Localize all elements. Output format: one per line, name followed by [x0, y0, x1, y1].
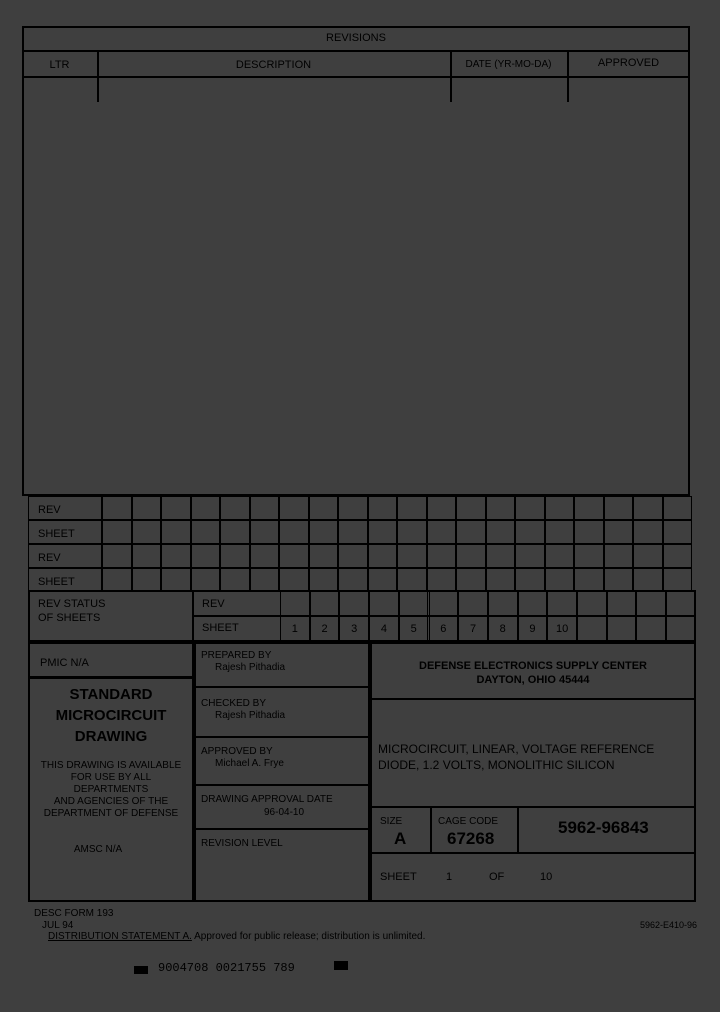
rev-grid-cell	[456, 520, 486, 544]
rev-grid-cell	[663, 568, 693, 592]
rev-grid-cell	[161, 496, 191, 520]
rev-grid-cell	[515, 568, 545, 592]
rev-grid-cell	[427, 568, 457, 592]
revision-level-label: REVISION LEVEL	[201, 838, 283, 849]
rev-status-sheet: SHEET	[202, 622, 239, 634]
availability-line-2: FOR USE BY ALL	[70, 772, 152, 783]
rev-grid-cell	[486, 544, 516, 568]
rev-grid-cell	[338, 496, 368, 520]
rev-grid-cell	[309, 544, 339, 568]
rev-grid-cell	[338, 520, 368, 544]
rev-status-label: REV STATUS	[38, 598, 106, 610]
rev-status-cell	[458, 616, 488, 642]
sheet-number-cell: 7	[469, 623, 477, 635]
rev-grid-cell	[663, 520, 693, 544]
rev-grid-cell	[604, 568, 634, 592]
rev-status-cell	[429, 590, 459, 616]
rev-grid-cell	[427, 520, 457, 544]
form-number: DESC FORM 193	[34, 908, 114, 919]
rev-grid-cell	[427, 544, 457, 568]
rev-grid-cell	[574, 520, 604, 544]
rev-grid-cell	[397, 520, 427, 544]
barcode-mark-right	[334, 961, 348, 970]
supply-center-name: DEFENSE ELECTRONICS SUPPLY CENTER	[419, 660, 647, 672]
checked-by-name: Rajesh Pithadia	[215, 710, 286, 721]
rev-grid-cell	[368, 568, 398, 592]
rev-row-label-2: REV	[38, 552, 61, 564]
sheet-number-cell: 1	[291, 623, 298, 635]
rev-grid-cell	[279, 496, 309, 520]
standard-title-2: MICROCIRCUIT	[55, 707, 167, 724]
rev-grid-cell	[191, 544, 221, 568]
description-header: DESCRIPTION	[235, 59, 312, 71]
date-header: DATE (YR-MO-DA)	[465, 59, 552, 70]
sheet-number-cell: 8	[499, 623, 506, 635]
revisions-title: REVISIONS	[326, 32, 386, 44]
availability-line-5: DEPARTMENT OF DEFENSE	[43, 808, 179, 819]
rev-grid-cell	[486, 520, 516, 544]
rev-status-cell	[577, 590, 607, 616]
rev-grid-cell	[456, 544, 486, 568]
rev-grid-cell	[250, 568, 280, 592]
rev-grid-cell	[220, 496, 250, 520]
rev-grid-cell	[397, 544, 427, 568]
rev-status-cell	[310, 590, 340, 616]
distribution-statement-text: Approved for public release; distribution is unlimited.	[194, 931, 426, 942]
rev-grid-cell	[220, 520, 250, 544]
rev-status-cell	[488, 590, 518, 616]
rev-status-cell	[636, 590, 666, 616]
rev-status-cell	[607, 590, 637, 616]
rev-grid-cell	[102, 496, 132, 520]
rev-grid-cell	[574, 568, 604, 592]
rev-grid-cell	[279, 544, 309, 568]
rev-grid-cell	[486, 568, 516, 592]
availability-line-4: AND AGENCIES OF THE	[53, 796, 169, 807]
rev-grid-cell	[397, 568, 427, 592]
rev-grid-cell	[397, 496, 427, 520]
rev-status-cell	[369, 590, 399, 616]
prepared-by-name: Rajesh Pithadia	[215, 662, 286, 673]
rev-status-cell	[458, 590, 488, 616]
size-label: SIZE	[380, 816, 403, 827]
of-sheets-label: OF SHEETS	[38, 612, 101, 624]
distribution-statement-label: DISTRIBUTION STATEMENT A.	[48, 931, 192, 942]
rev-grid-cell	[191, 520, 221, 544]
rev-grid-cell	[309, 520, 339, 544]
rev-status-cell	[280, 590, 310, 616]
rev-grid-cell	[604, 544, 634, 568]
sheet-number-cell: 10	[556, 623, 569, 635]
drawing-title-line-2: DIODE, 1.2 VOLTS, MONOLITHIC SILICON	[378, 758, 615, 772]
size-value: A	[394, 829, 407, 848]
rev-status-cell	[577, 616, 607, 642]
rev-grid-cell	[250, 496, 280, 520]
rev-status-cell	[607, 616, 637, 642]
form-date: JUL 94	[42, 920, 74, 931]
rev-grid-cell	[338, 568, 368, 592]
rev-status-cell	[399, 590, 429, 616]
rev-grid-cell	[102, 568, 132, 592]
rev-grid-cell	[279, 520, 309, 544]
barcode-text: 9004708 0021755 789	[158, 961, 295, 975]
sheet-row-label-1: SHEET	[38, 528, 75, 540]
rev-status-cell	[339, 590, 369, 616]
rev-status-cell	[399, 616, 429, 642]
rev-grid-cell	[132, 544, 162, 568]
sheet-number: 1	[446, 871, 453, 883]
cage-code-value: 67268	[447, 829, 495, 848]
rev-status-cell	[547, 616, 577, 642]
rev-grid-cell	[663, 544, 693, 568]
distribution-label	[48, 931, 425, 942]
rev-grid-cell	[191, 568, 221, 592]
rev-grid-cell	[220, 544, 250, 568]
rev-grid-cell	[161, 520, 191, 544]
approval-date-value: 96-04-10	[264, 807, 305, 818]
standard-title-3: DRAWING	[74, 728, 148, 745]
rev-grid-cell	[604, 496, 634, 520]
rev-status-cell	[429, 616, 459, 642]
rev-grid-cell	[191, 496, 221, 520]
rev-grid-cell	[161, 544, 191, 568]
rev-grid-cell	[102, 520, 132, 544]
approved-header: APPROVED	[597, 57, 660, 69]
rev-status-cell	[547, 590, 577, 616]
rev-status-rev: REV	[202, 598, 225, 610]
rev-grid-cell	[220, 568, 250, 592]
rev-grid-cell	[486, 496, 516, 520]
rev-status-cell	[518, 616, 548, 642]
prepared-by-label: PREPARED BY	[201, 650, 272, 661]
availability-line-1: THIS DRAWING IS AVAILABLE	[40, 760, 182, 771]
sheet-label: SHEET	[380, 871, 417, 883]
rev-grid-cell	[309, 496, 339, 520]
barcode-mark-left	[134, 966, 148, 974]
rev-grid-cell	[368, 520, 398, 544]
rev-grid-cell	[545, 496, 575, 520]
supply-center-location: DAYTON, OHIO 45444	[476, 674, 590, 686]
rev-grid-cell	[633, 496, 663, 520]
rev-status-cell	[636, 616, 666, 642]
rev-grid-cell	[633, 544, 663, 568]
sheet-number-cell: 2	[321, 623, 328, 635]
rev-status-cell	[310, 616, 340, 642]
rev-grid-cell	[604, 520, 634, 544]
standard-title-1: STANDARD	[69, 686, 153, 703]
rev-grid-cell	[545, 544, 575, 568]
rev-grid-cell	[161, 568, 191, 592]
rev-grid-cell	[515, 544, 545, 568]
sheet-number-cell: 6	[440, 623, 447, 635]
rev-grid-cell	[633, 520, 663, 544]
drawing-number: 5962-96843	[558, 818, 649, 837]
rev-grid-cell	[132, 496, 162, 520]
rev-status-cell	[488, 616, 518, 642]
rev-grid-cell	[545, 520, 575, 544]
revisions-block	[22, 26, 690, 496]
approval-date-label: DRAWING APPROVAL DATE	[201, 794, 333, 805]
rev-grid-cell	[250, 520, 280, 544]
rev-grid-cell	[663, 496, 693, 520]
rev-grid-cell	[132, 568, 162, 592]
ltr-header: LTR	[49, 59, 70, 71]
availability-line-3: DEPARTMENTS	[73, 784, 149, 795]
rev-grid-cell	[515, 520, 545, 544]
rev-grid-cell	[515, 496, 545, 520]
sheet-of: OF	[489, 871, 505, 883]
rev-status-cell	[280, 616, 310, 642]
checked-by-label: CHECKED BY	[201, 698, 267, 709]
rev-status-cell	[666, 616, 696, 642]
rev-grid-cell	[279, 568, 309, 592]
document-code: 5962-E410-96	[640, 920, 698, 930]
rev-status-cell	[518, 590, 548, 616]
rev-grid-cell	[250, 544, 280, 568]
approved-by-name: Michael A. Frye	[215, 758, 284, 769]
rev-row-label-1: REV	[38, 504, 61, 516]
rev-grid-cell	[102, 544, 132, 568]
sheet-number-cell: 5	[410, 623, 417, 635]
rev-grid-cell	[633, 568, 663, 592]
sheet-number-cell: 3	[351, 623, 358, 635]
sheet-number-cell: 9	[529, 623, 536, 635]
rev-grid-cell	[456, 496, 486, 520]
drawing-title-line-1: MICROCIRCUIT, LINEAR, VOLTAGE REFERENCE	[378, 742, 655, 756]
rev-grid-cell	[309, 568, 339, 592]
signature-column	[194, 642, 370, 902]
rev-grid-cell	[338, 544, 368, 568]
rev-grid-cell	[574, 496, 604, 520]
rev-grid-cell	[368, 496, 398, 520]
rev-grid-cell	[545, 568, 575, 592]
rev-grid-cell	[427, 496, 457, 520]
rev-grid-cell	[574, 544, 604, 568]
approved-by-label: APPROVED BY	[201, 746, 273, 757]
cage-code-label: CAGE CODE	[438, 816, 499, 827]
rev-status-cell	[339, 616, 369, 642]
rev-grid-cell	[368, 544, 398, 568]
amsc-label: AMSC N/A	[73, 844, 123, 855]
sheet-row-label-2: SHEET	[38, 576, 75, 588]
sheet-number-cell: 4	[380, 623, 387, 635]
rev-status-cell	[369, 616, 399, 642]
pmic-label: PMIC N/A	[40, 657, 89, 669]
rev-status-cell	[666, 590, 696, 616]
rev-grid-cell	[456, 568, 486, 592]
sheet-total: 10	[540, 871, 553, 883]
rev-grid-cell	[132, 520, 162, 544]
